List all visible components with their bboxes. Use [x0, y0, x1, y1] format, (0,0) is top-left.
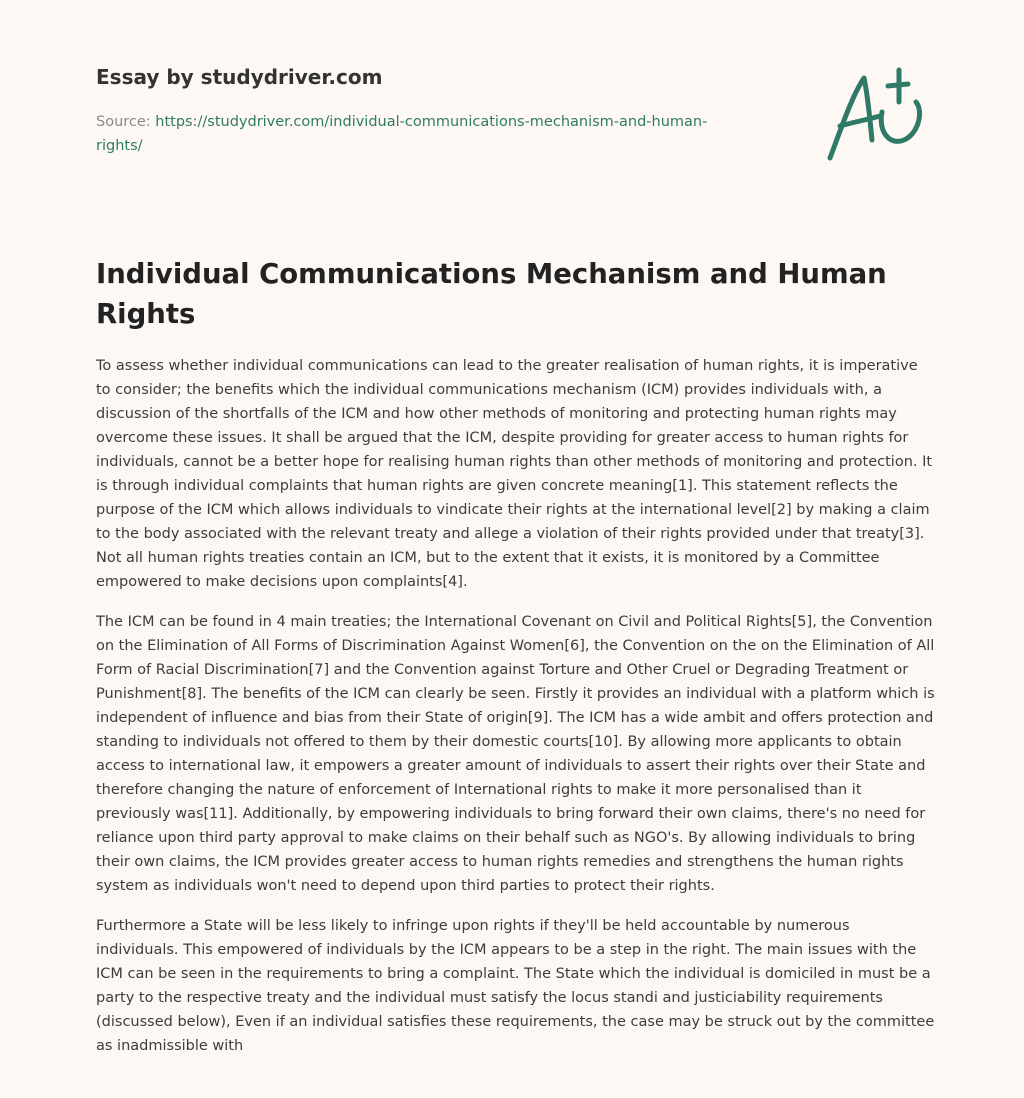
source-label: Source:: [96, 114, 156, 130]
paragraph: Furthermore a State will be less likely to infringe upon rights if they'll be held accountable by numerous individuals. This empowered of individuals by the ICM appears to be a step in the right. The main issues with the ICM can be seen in the requirements to bring a complaint. The State which the individual is domiciled in must be a party to the respective treaty and the individual must satisfy the locus standi and justiciability requirements (discussed below), Even if an individual satisfies these requirements, the case may be struck out by the committee as inadmissible with: [96, 918, 935, 1054]
paragraph: The ICM can be found in 4 main treaties; the International Covenant on Civil and Political Rights[5], the Convention on the Elimination of All Forms of Discrimination Against Women[6], the Convention on the on the Elimination of All Form of Racial Discrimination[7] and the Convention against Torture and Other Cruel or Degrading Treatment or Punishment[8]. The benefits of the ICM can clearly be seen. Firstly it provides an individual with a platform which is independent of influence and bias from their State of origin[9]. The ICM has a wide ambit and offers protection and standing to individuals not offered to them by their domestic courts[10]. By allowing more applicants to obtain access to international law, it empowers a greater amount of individuals to assert their rights over their State and therefore changing the nature of enforcement of International rights to make it more personalised than it previously was[11]. Additionally, by empowering individuals to bring forward their own claims, there's no need for reliance upon third party approval to make claims on their behalf such as NGO's. By allowing individuals to bring their own claims, the ICM provides greater access to human rights remedies and strengthens the human rights system as individuals won't need to depend upon third parties to protect their rights.: [96, 614, 935, 894]
source-link[interactable]: https://studydriver.com/individual-communications-mechanism-and-human-rights/: [96, 114, 708, 154]
a-plus-grade-icon: [820, 66, 930, 166]
article-body: [96, 354, 936, 1074]
source-line: [96, 110, 736, 158]
paragraph: To assess whether individual communications can lead to the greater realisation of human rights, it is imperative to consider; the benefits which the individual communications mechanism (ICM) provides individuals with, a discussion of the shortfalls of the ICM and how other methods of monitoring and protecting human rights may overcome these issues. It shall be argued that the ICM, despite providing for greater access to human rights for individuals, cannot be a better hope for realising human rights than other methods of monitoring and protection. It is through individual complaints that human rights are given concrete meaning[1]. This statement reflects the purpose of the ICM which allows individuals to vindicate their rights at the international level[2] by making a claim to the body associated with the relevant treaty and allege a violation of their rights provided under that treaty[3]. Not all human rights treaties contain an ICM, but to the extent that it exists, it is monitored by a Committee empowered to make decisions upon complaints[4].: [96, 358, 933, 590]
site-brand: Essay by studydriver.com: [96, 65, 383, 89]
essay-header: [96, 62, 736, 158]
article-title: Individual Communications Mechanism and Human Rights: [96, 258, 887, 330]
